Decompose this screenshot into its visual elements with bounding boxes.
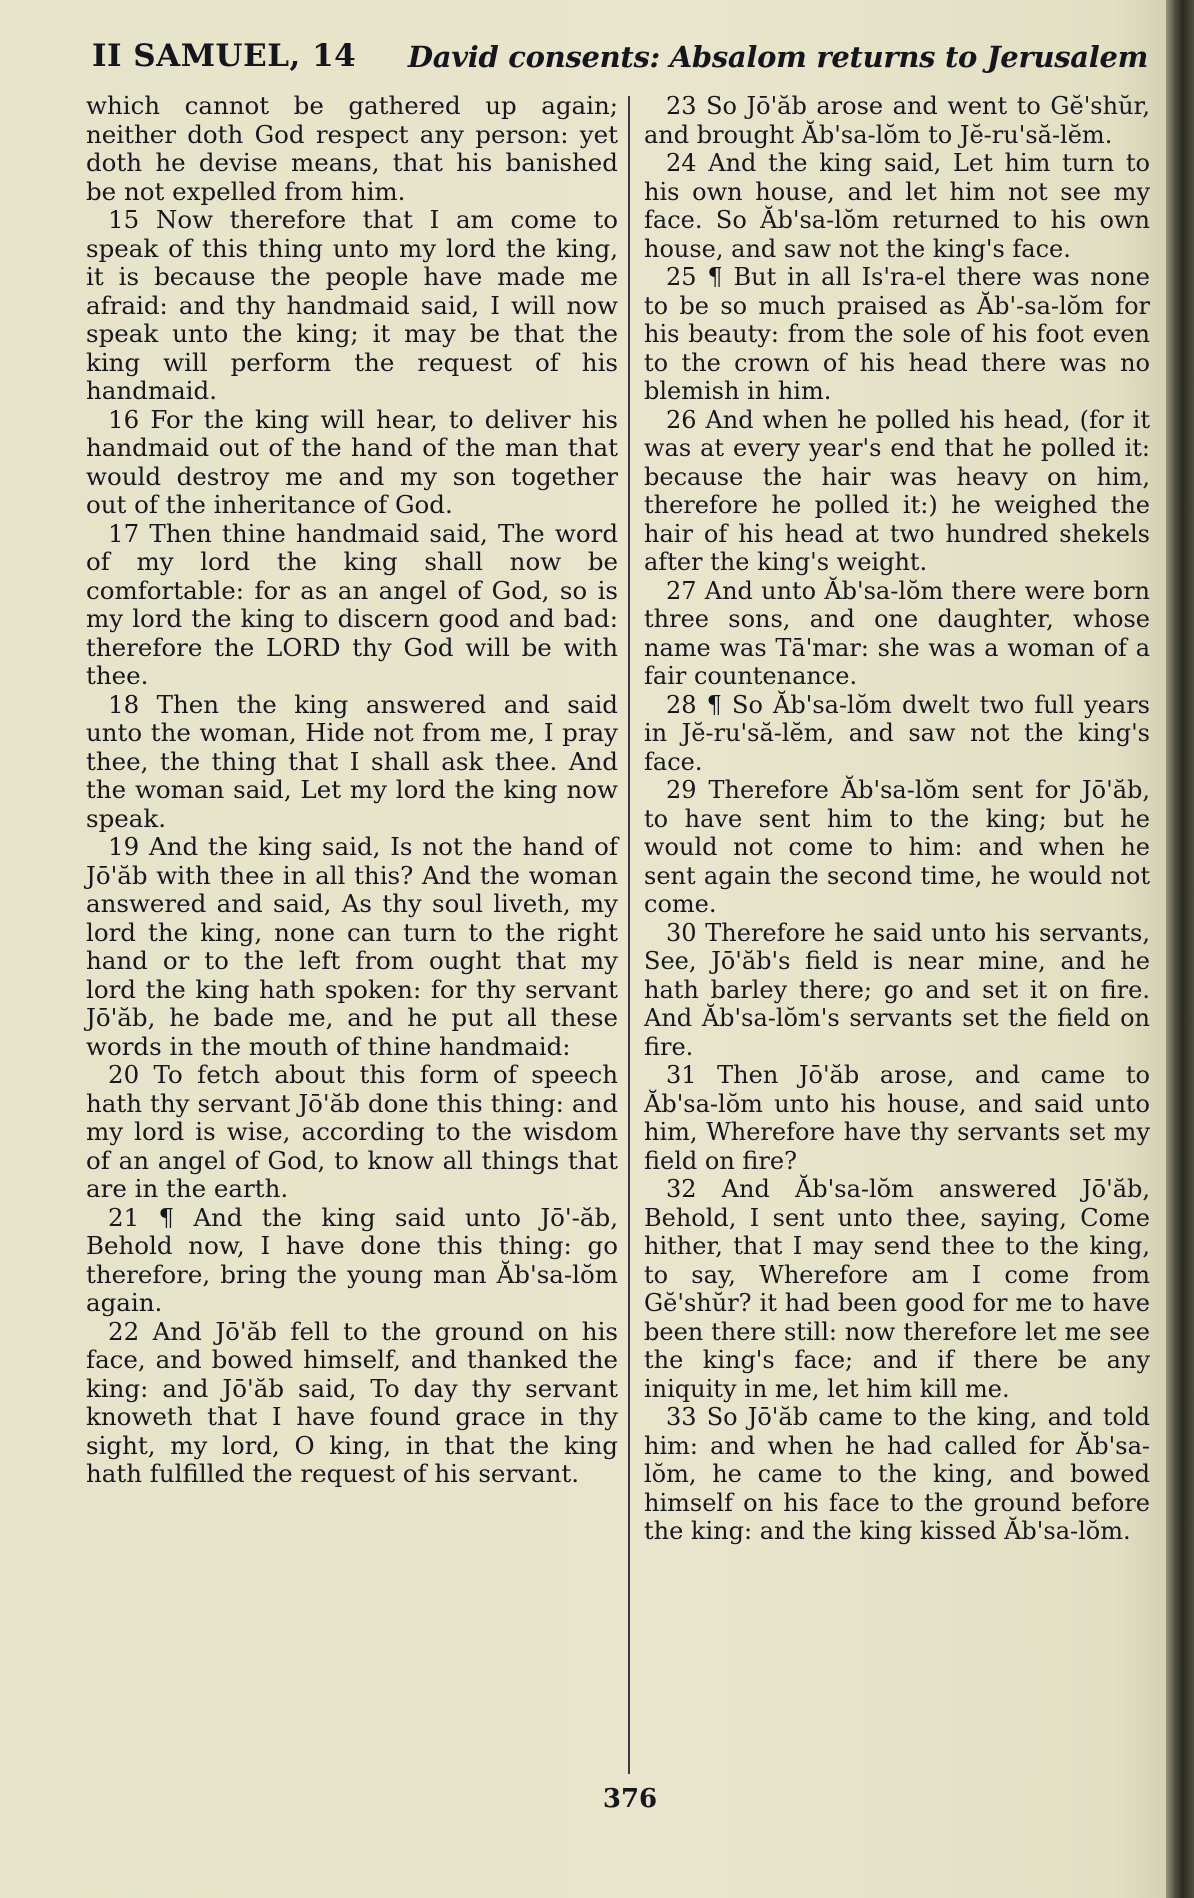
running-header bbox=[92, 34, 1148, 86]
right-column bbox=[644, 92, 1150, 1546]
column-divider bbox=[628, 96, 630, 1774]
verse-30: 30 Therefore he said unto his servants, See, Jō'ăb's field is near mine, and he hath barley there; go and set it on fire. And Ăb'sa-lŏm's servants set the field on fire. bbox=[644, 918, 1150, 1061]
verse-24: 24 And the king said, Let him turn to his own house, and let him not see my face. So Ăb'sa-lŏm returned to his own house, and saw not the king's face. bbox=[644, 149, 1150, 263]
left-column bbox=[86, 92, 618, 1489]
verse-22: 22 And Jō'ăb fell to the ground on his face, and bowed himself, and thanked the king: and Jō'ăb said, To day thy servant knoweth that I have found grace in thy sight, my lord, O king, in that the king hath fulfilled the request of his servant. bbox=[86, 1316, 618, 1488]
verse-28: 28 ¶ So Ăb'sa-lŏm dwelt two full years in Jĕ-ru'să-lĕm, and saw not the king's face. bbox=[644, 690, 1150, 776]
verse-16: 16 For the king will hear, to deliver his handmaid out of the hand of the man that would destroy me and my son together out of the inheritance of God. bbox=[86, 404, 618, 519]
verse-33: 33 So Jō'ăb came to the king, and told him: and when he had called for Ăb'sa-lŏm, he came to the king, and bowed himself on his face to the ground before the king: and the king kissed Ăb'sa-lŏm. bbox=[644, 1403, 1150, 1545]
verse-17: 17 Then thine handmaid said, The word of my lord the king shall now be comfortable: for as an angel of God, so is my lord the king to discern good and bad: therefore the LORD thy God will be with thee. bbox=[86, 518, 618, 690]
verse-25: 25 ¶ But in all Is'ra-el there was none to be so much praised as Ăb'-sa-lŏm for his beauty: from the sole of his foot even to the crown of his head there was no blemish in him. bbox=[644, 263, 1150, 405]
verse-15: 15 Now therefore that I am come to speak of this thing unto my lord the king, it is because the people have made me afraid: and thy handmaid said, I will now speak unto the king; it may be that the king will perform the request of his handmaid. bbox=[86, 205, 618, 405]
verse-32: 32 And Ăb'sa-lŏm answered Jō'ăb, Behold, I sent unto thee, saying, Come hither, that I may send thee to the king, to say, Wherefore am I come from Gĕ'shŭr? it had been good for me to have been there still: now therefore let me see the king's face; and if there be any iniquity in me, let him kill me. bbox=[644, 1175, 1150, 1403]
verse-21: 21 ¶ And the king said unto Jō'-ăb, Behold now, I have done this thing: go therefore, bring the young man Ăb'sa-lŏm again. bbox=[86, 1202, 618, 1317]
verse-14-continued: which cannot be gathered up again; neither doth God respect any person: yet doth he devise means, that his banished be not expelled from him. bbox=[86, 91, 618, 206]
verse-31: 31 Then Jō'ăb arose, and came to Ăb'sa-lŏm unto his house, and said unto him, Wherefore have thy servants set my field on fire? bbox=[644, 1061, 1150, 1175]
verse-26: 26 And when he polled his head, (for it was at every year's end that he polled it: because the hair was heavy on him, therefore he polled it:) he weighed the hair of his head at two hundred shekels after the king's weight. bbox=[644, 405, 1150, 576]
book-chapter-heading: II SAMUEL, 14 bbox=[92, 38, 357, 74]
verse-19: 19 And the king said, Is not the hand of Jō'ăb with thee in all this? And the woman answered and said, As thy soul liveth, my lord the king, none can turn to the right hand or to the left from ought that my lord the king hath spoken: for thy servant Jō'ăb, he bade me, and he put all these words in the mouth of thine handmaid: bbox=[86, 832, 618, 1061]
verse-18: 18 Then the king answered and said unto the woman, Hide not from me, I pray thee, the thing that I shall ask thee. And the woman said, Let my lord the king now speak. bbox=[86, 689, 618, 833]
verse-20: 20 To fetch about this form of speech hath thy servant Jō'ăb done this thing: and my lord is wise, according to the wisdom of an angel of God, to know all things that are in the earth. bbox=[86, 1060, 618, 1203]
verse-27: 27 And unto Ăb'sa-lŏm there were born three sons, and one daughter, whose name was Tā'mar: she was a woman of a fair countenance. bbox=[644, 576, 1150, 690]
page-number: 376 bbox=[602, 1784, 658, 1814]
book-spine-edge bbox=[1166, 0, 1194, 1898]
verse-29: 29 Therefore Ăb'sa-lŏm sent for Jō'ăb, to have sent him to the king; but he would not come to him: and when he sent again the second time, he would not come. bbox=[644, 776, 1150, 918]
verse-23: 23 So Jō'ăb arose and went to Gĕ'shŭr, and brought Ăb'sa-lŏm to Jĕ-ru'să-lĕm. bbox=[644, 92, 1150, 149]
chapter-summary-heading: David consents: Absalom returns to Jerusalem bbox=[407, 40, 1148, 74]
